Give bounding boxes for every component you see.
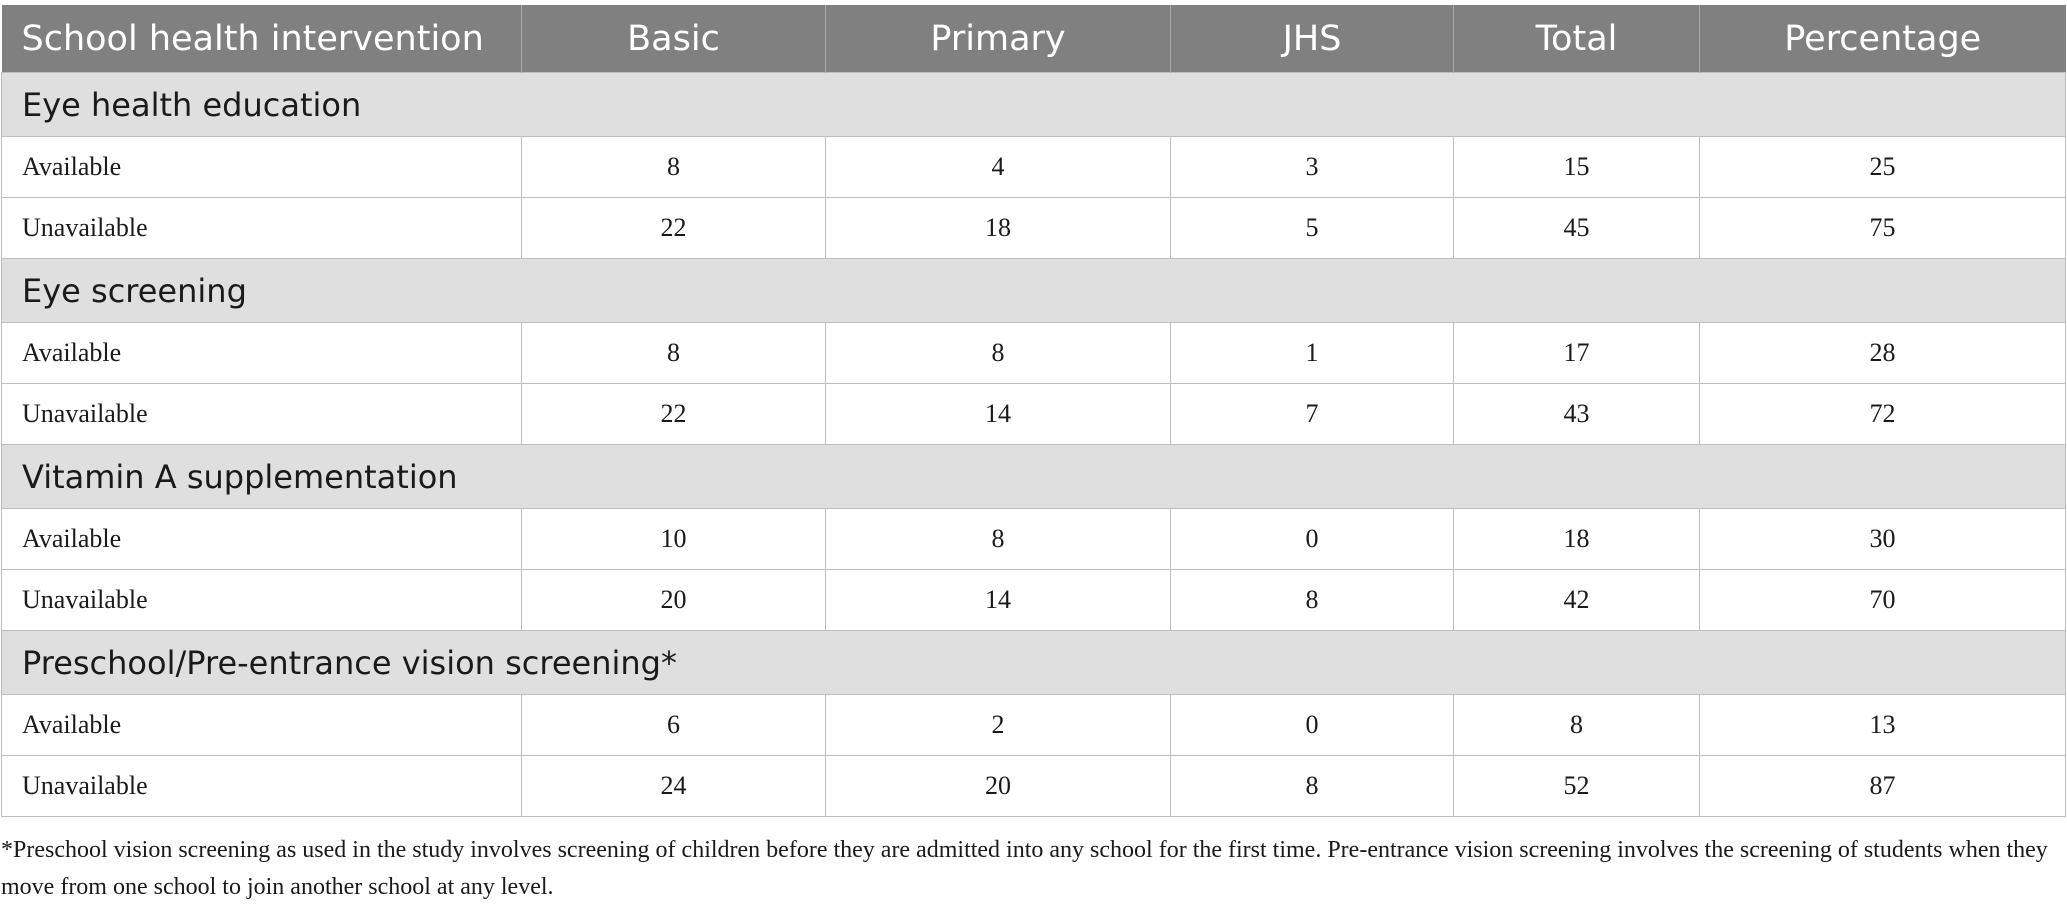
table-row bbox=[2, 137, 2066, 198]
cell-basic: 20 bbox=[522, 570, 826, 631]
row-label: Unavailable bbox=[2, 384, 522, 445]
section-row bbox=[2, 73, 2066, 137]
cell-percentage: 13 bbox=[1700, 695, 2066, 756]
cell-jhs: 1 bbox=[1171, 323, 1454, 384]
cell-basic: 8 bbox=[522, 323, 826, 384]
cell-primary: 8 bbox=[826, 323, 1171, 384]
cell-total: 43 bbox=[1454, 384, 1700, 445]
section-row bbox=[2, 445, 2066, 509]
row-label: Available bbox=[2, 695, 522, 756]
cell-jhs: 5 bbox=[1171, 198, 1454, 259]
section-title: Eye health education bbox=[2, 73, 2066, 137]
cell-total: 17 bbox=[1454, 323, 1700, 384]
cell-percentage: 87 bbox=[1700, 756, 2066, 817]
row-label: Available bbox=[2, 137, 522, 198]
cell-percentage: 25 bbox=[1700, 137, 2066, 198]
cell-jhs: 7 bbox=[1171, 384, 1454, 445]
cell-primary: 18 bbox=[826, 198, 1171, 259]
cell-jhs: 0 bbox=[1171, 695, 1454, 756]
table-container bbox=[1, 5, 2065, 817]
cell-basic: 22 bbox=[522, 198, 826, 259]
table-row bbox=[2, 198, 2066, 259]
cell-basic: 24 bbox=[522, 756, 826, 817]
header-jhs: JHS bbox=[1171, 5, 1454, 73]
cell-primary: 14 bbox=[826, 384, 1171, 445]
cell-percentage: 70 bbox=[1700, 570, 2066, 631]
cell-percentage: 72 bbox=[1700, 384, 2066, 445]
header-total: Total bbox=[1454, 5, 1700, 73]
cell-primary: 20 bbox=[826, 756, 1171, 817]
header-intervention: School health intervention bbox=[2, 5, 522, 73]
cell-percentage: 30 bbox=[1700, 509, 2066, 570]
table-footnote: *Preschool vision screening as used in the study involves screening of children before they are admitted into any school for the first time. Pre-entrance vision screening involves the screening of students when they move from one school to join another school at any level. bbox=[1, 837, 2048, 900]
table-row bbox=[2, 384, 2066, 445]
header-row bbox=[2, 5, 2066, 73]
cell-percentage: 28 bbox=[1700, 323, 2066, 384]
cell-jhs: 8 bbox=[1171, 756, 1454, 817]
cell-basic: 6 bbox=[522, 695, 826, 756]
cell-total: 45 bbox=[1454, 198, 1700, 259]
table-body bbox=[2, 73, 2066, 817]
cell-primary: 14 bbox=[826, 570, 1171, 631]
cell-total: 18 bbox=[1454, 509, 1700, 570]
row-label: Unavailable bbox=[2, 756, 522, 817]
cell-percentage: 75 bbox=[1700, 198, 2066, 259]
cell-basic: 22 bbox=[522, 384, 826, 445]
cell-primary: 2 bbox=[826, 695, 1171, 756]
section-title: Preschool/Pre-entrance vision screening* bbox=[2, 631, 2066, 695]
cell-total: 52 bbox=[1454, 756, 1700, 817]
row-label: Available bbox=[2, 323, 522, 384]
table-row bbox=[2, 509, 2066, 570]
cell-basic: 8 bbox=[522, 137, 826, 198]
cell-total: 8 bbox=[1454, 695, 1700, 756]
cell-primary: 8 bbox=[826, 509, 1171, 570]
school-health-intervention-table bbox=[1, 5, 2066, 817]
cell-total: 42 bbox=[1454, 570, 1700, 631]
cell-jhs: 0 bbox=[1171, 509, 1454, 570]
header-basic: Basic bbox=[522, 5, 826, 73]
cell-total: 15 bbox=[1454, 137, 1700, 198]
table-row bbox=[2, 570, 2066, 631]
row-label: Unavailable bbox=[2, 570, 522, 631]
table-row bbox=[2, 756, 2066, 817]
section-title: Vitamin A supplementation bbox=[2, 445, 2066, 509]
cell-primary: 4 bbox=[826, 137, 1171, 198]
section-row bbox=[2, 259, 2066, 323]
table-header bbox=[2, 5, 2066, 73]
table-row bbox=[2, 323, 2066, 384]
header-primary: Primary bbox=[826, 5, 1171, 73]
row-label: Unavailable bbox=[2, 198, 522, 259]
row-label: Available bbox=[2, 509, 522, 570]
cell-basic: 10 bbox=[522, 509, 826, 570]
cell-jhs: 8 bbox=[1171, 570, 1454, 631]
section-row bbox=[2, 631, 2066, 695]
header-percentage: Percentage bbox=[1700, 5, 2066, 73]
cell-jhs: 3 bbox=[1171, 137, 1454, 198]
table-row bbox=[2, 695, 2066, 756]
section-title: Eye screening bbox=[2, 259, 2066, 323]
